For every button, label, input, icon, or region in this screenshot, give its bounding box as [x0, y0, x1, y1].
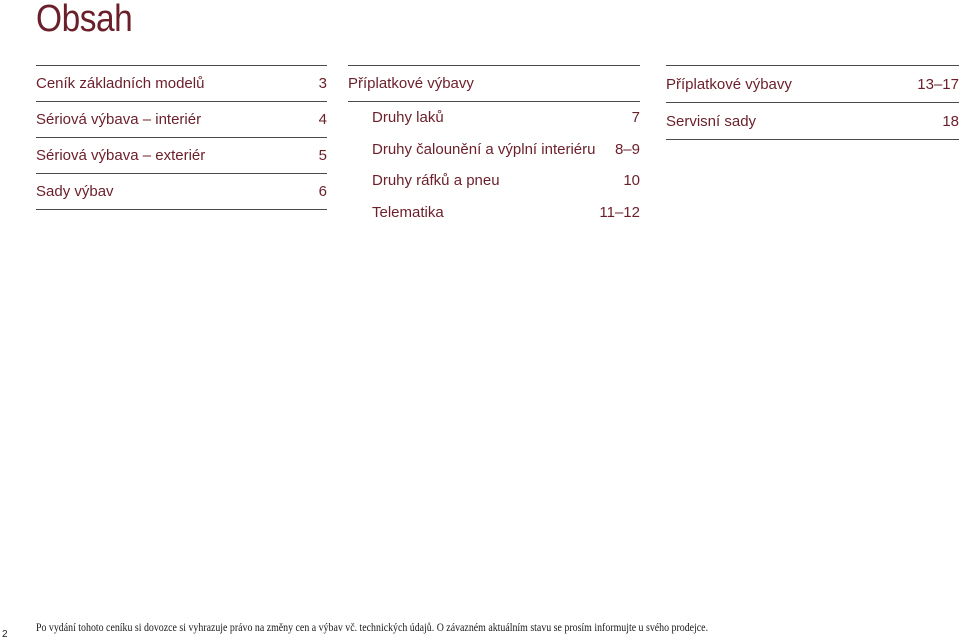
toc-entry-page: 5 — [318, 147, 327, 164]
toc-entry[interactable] — [666, 66, 959, 103]
toc-entry-label: Druhy ráfků a pneu — [372, 172, 500, 190]
toc-subentry[interactable] — [348, 165, 640, 197]
toc-entry-page: 7 — [631, 109, 640, 127]
toc-entry-label: Druhy čalounění a výplní interiéru — [372, 140, 596, 158]
toc-entry-page: 10 — [623, 172, 640, 190]
toc-subentry[interactable] — [348, 134, 640, 166]
toc-entry-page: 8–9 — [614, 140, 640, 158]
toc-entry-label: Servisní sady — [666, 112, 757, 130]
toc-entry-label: Příplatkové výbavy — [666, 75, 792, 93]
toc-entry-page: 3 — [318, 75, 327, 92]
toc-entry-page: 11–12 — [599, 203, 640, 221]
page-title: Obsah — [36, 0, 133, 40]
toc-entry-label: Sériová výbava – interiér — [36, 111, 202, 128]
toc-column-2 — [348, 65, 640, 228]
toc-subentry[interactable] — [348, 102, 640, 134]
toc-entry-label: Sady výbav — [36, 183, 114, 200]
toc-column-1 — [36, 65, 327, 210]
toc-entry-label: Sériová výbava – exteriér — [36, 147, 206, 164]
toc-column-3 — [666, 65, 959, 140]
toc-entry-page: 6 — [318, 183, 327, 200]
toc-entry[interactable] — [36, 174, 327, 210]
toc-entry-page: 18 — [942, 112, 959, 130]
toc-subentry[interactable] — [348, 197, 640, 229]
footer-disclaimer: Po vydání tohoto ceníku si dovozce si vyhrazuje právo na změny cen a výbav vč. technických údajů. O závazném aktuálním stavu se prosím informujte u svého prodejce. — [36, 622, 709, 634]
toc-section-heading[interactable]: Příplatkové výbavy — [348, 75, 474, 92]
toc-entry[interactable] — [36, 66, 327, 102]
toc-entry-page: 4 — [318, 111, 327, 128]
toc-entry[interactable] — [36, 138, 327, 174]
toc-entry-page: 13–17 — [917, 75, 959, 93]
toc-entry-label: Ceník základních modelů — [36, 75, 205, 92]
page-number: 2 — [2, 629, 8, 640]
toc-entry-label: Telematika — [372, 203, 444, 221]
toc-entry-label: Druhy laků — [372, 109, 444, 127]
toc-entry[interactable] — [666, 103, 959, 140]
toc-entry[interactable] — [36, 102, 327, 138]
